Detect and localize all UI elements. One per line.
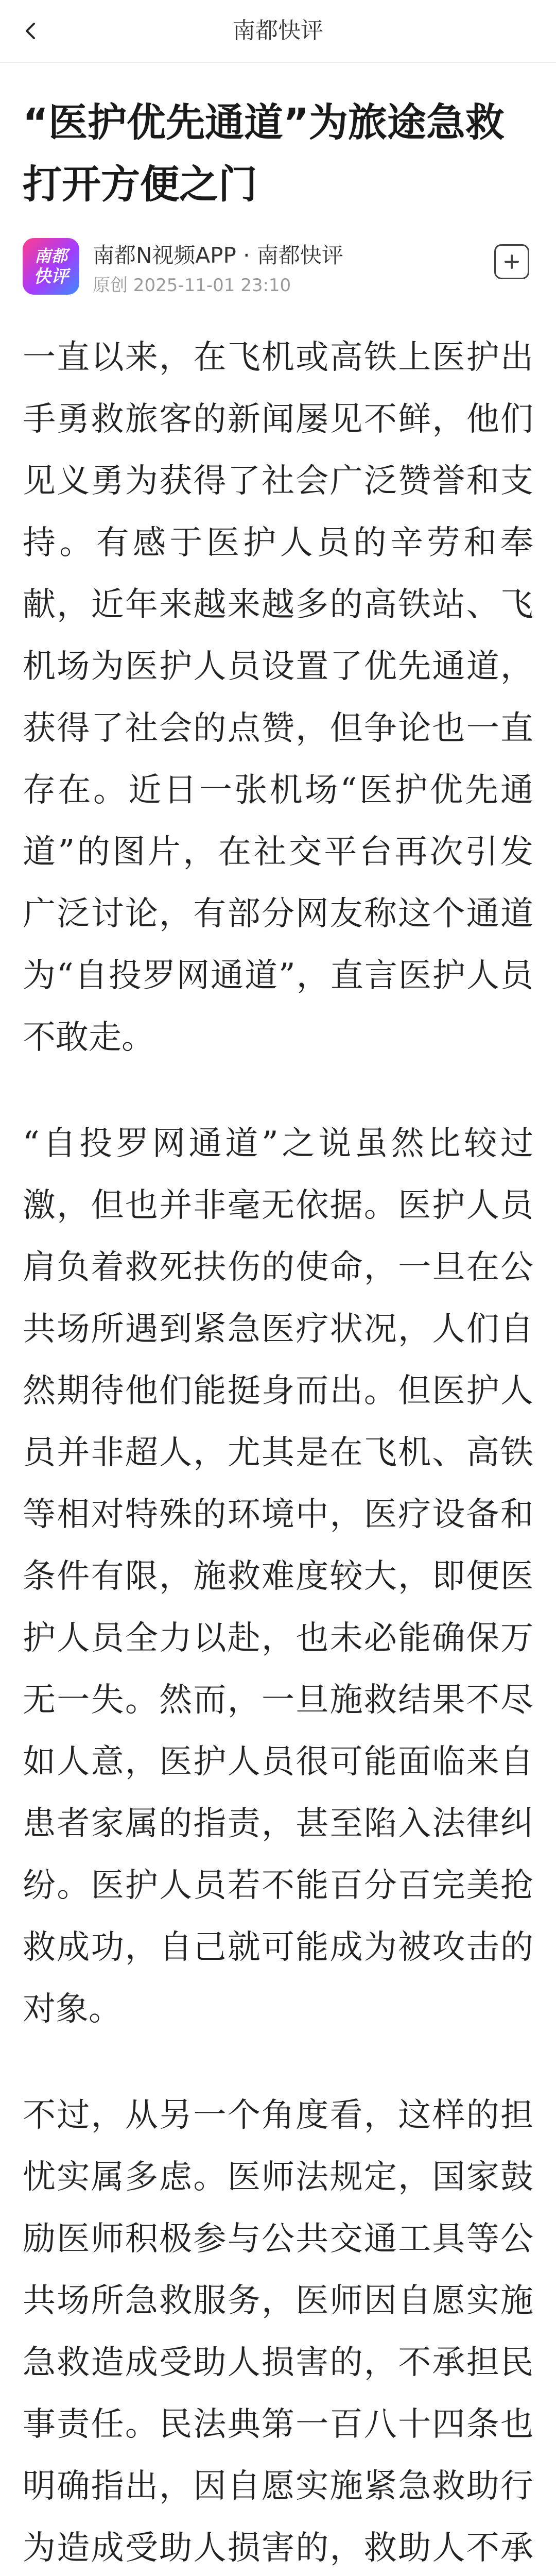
publish-meta: 原创 2025-11-01 23:10 [93,275,291,296]
avatar-text-bottom: 快评 [33,266,68,287]
plus-icon [503,253,520,270]
content-container [0,92,556,2576]
avatar[interactable] [23,238,79,295]
follow-button[interactable] [494,244,529,279]
author-row [23,234,533,300]
article-title: “医护优先通道”为旅途急救打开方便之门 [23,99,505,207]
article-paragraph: “自投罗网通道”之说虽然比较过激，但也并非毫无依据。医护人员肩负着救死扶伤的使命，一旦在公共场所遇到紧急医疗状况，人们自然期待他们能挺身而出。但医护人员并非超人，尤其是在飞机、高铁等相对特殊的环境中，医疗设备和条件有限，施救难度较大，即便医护人员全力以赴，也未必能确保万无一失。然而，一旦施救结果不尽如人意，医护人员很可能面临来自患者家属的指责，甚至陷入法律纠纷。医护人员若不能百分百完美抢救成功，自己就可能成为被攻击的对象。 [23,1125,533,2028]
article-paragraph: 一直以来，在飞机或高铁上医护出手勇救旅客的新闻屡见不鲜，他们见义勇为获得了社会广泛赞誉和支持。有感于医护人员的辛劳和奉献，近年来越来越多的高铁站、飞机场为医护人员设置了优先通道，获得了社会的点赞，但争论也一直存在。近日一张机场“医护优先通道”的图片，在社交平台再次引发广泛讨论，有部分网友称这个通道为“自投罗网通道”，直言医护人员不敢走。 [23,338,533,1057]
author-meta [93,241,343,298]
avatar-text-top: 南都 [34,246,67,266]
page-title: 南都快评 [233,18,323,44]
top-bar [0,0,556,63]
article-body [23,327,533,2576]
article-paragraph: 不过，从另一个角度看，这样的担忧实属多虑。医师法规定，国家鼓励医师积极参与公共交通工具等公共场所急救服务，医师因自愿实施急救造成受助人损害的，不承担民事责任。民法典第一百八十四条也明确指出，因自愿实施紧急救助行为造成受助人损害的，救助人不承 [23,2096,533,2567]
author-name[interactable]: 南都N视频APP · 南都快评 [93,243,343,268]
